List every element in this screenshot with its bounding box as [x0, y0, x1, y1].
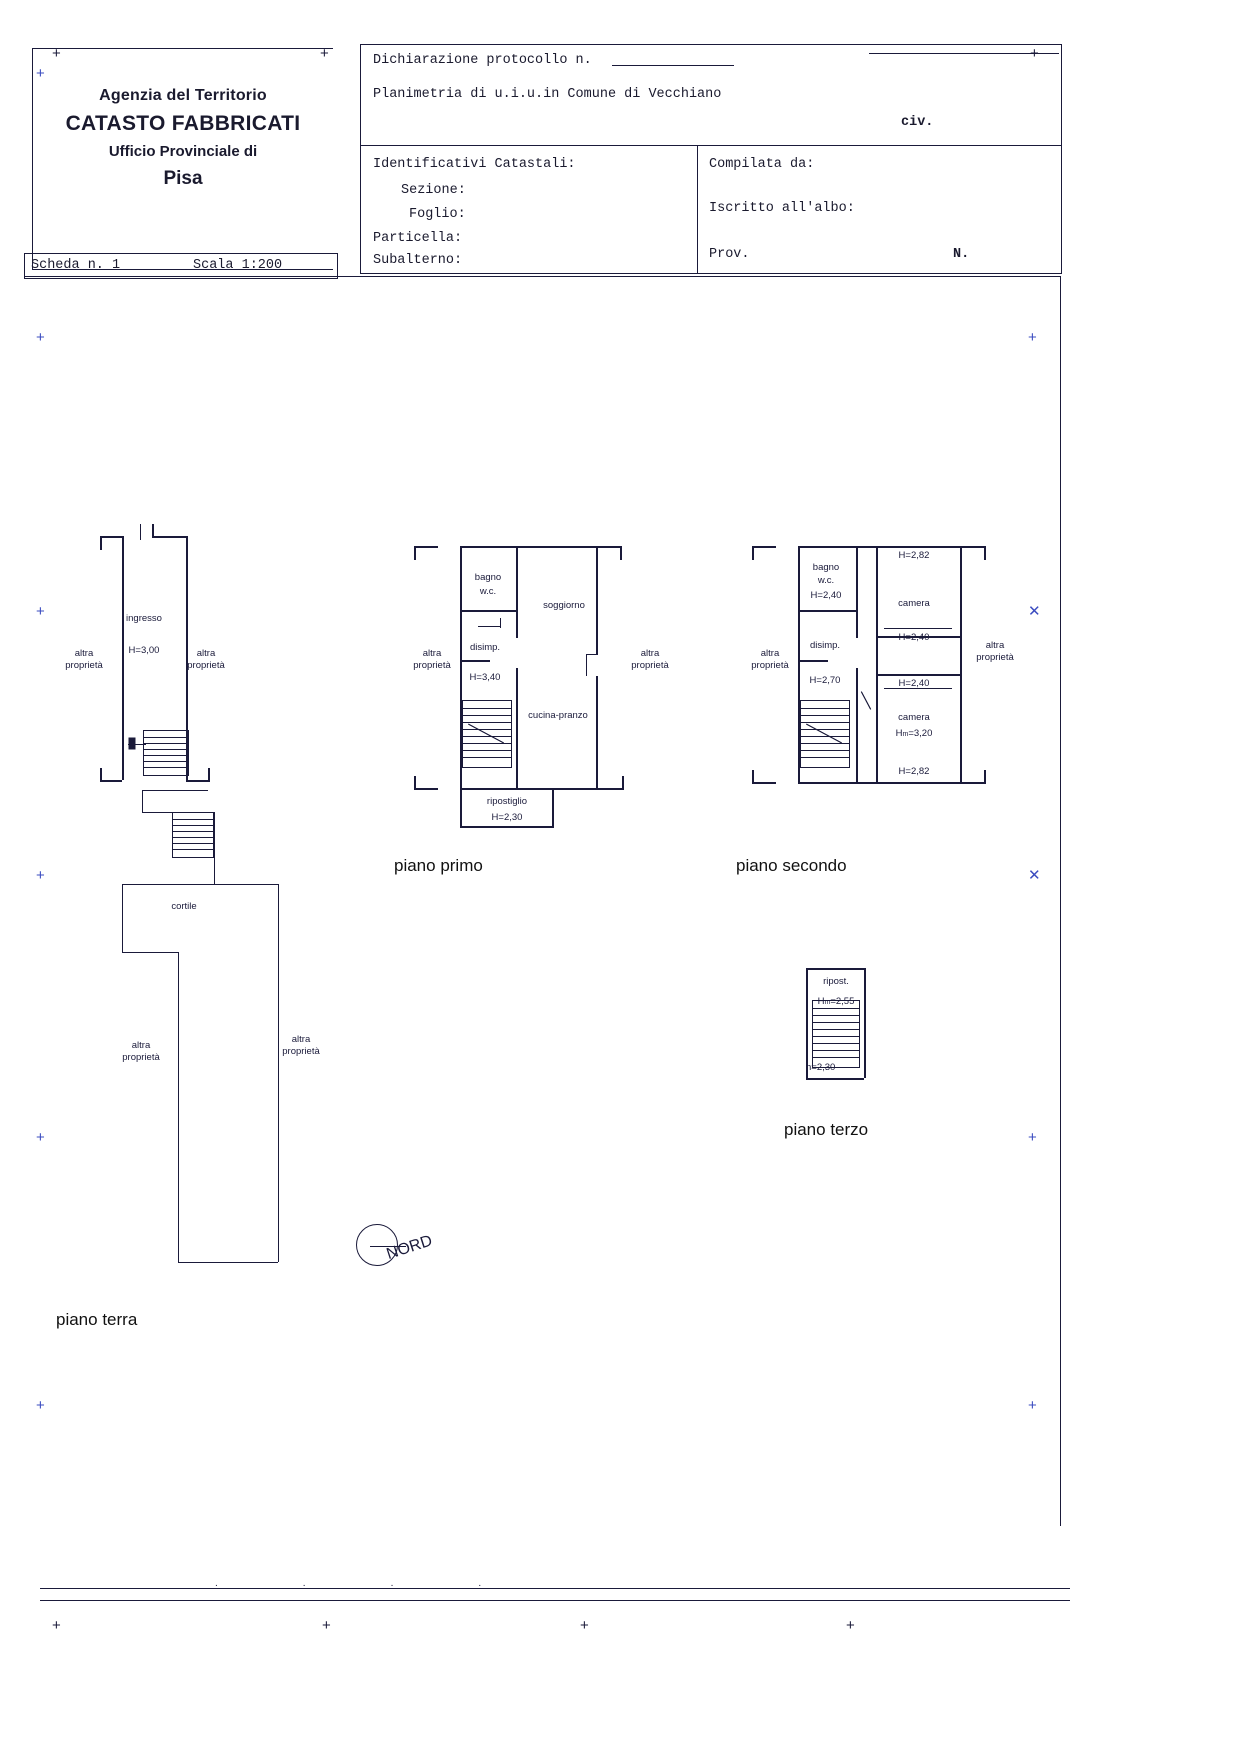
title-piano-terzo: piano terzo [784, 1120, 869, 1139]
title-piano-terra: piano terra [56, 1310, 138, 1329]
label-h282-bottom: H=2,82 [898, 766, 930, 777]
registry-name: CATASTO FABBRICATI [65, 112, 301, 135]
label-h255: Hm=2,55 [817, 996, 855, 1007]
label-wc-primo: w.c. [479, 586, 497, 597]
crop-mark-b1: + [322, 1617, 331, 1634]
label-altra-proprieta-terra-right: altra proprietà [187, 648, 225, 671]
tick-left-6: + [36, 1397, 45, 1414]
label-altra-proprieta-terra-left: altra proprietà [65, 648, 103, 671]
label-cucina-pranzo: cucina-pranzo [528, 710, 588, 721]
crop-mark-t1: + [320, 45, 329, 62]
label-camera-2: camera [898, 712, 930, 723]
protocol-label: Dichiarazione protocollo n. [373, 53, 592, 68]
label-disimp-secondo: disimp. [809, 640, 841, 651]
ident-title: Identificativi Catastali: [373, 157, 576, 172]
label-ripost: ripost. [823, 976, 849, 987]
tick-right-4: ✕ [1028, 867, 1041, 884]
office-header-box [32, 45, 333, 270]
tick-left-5: + [36, 1129, 45, 1146]
label-altra-proprieta-terra-b2: altra proprietà [282, 1034, 320, 1057]
tick-right-5: + [1028, 1129, 1037, 1146]
compilata-label: Compilata da: [709, 157, 815, 172]
declaration-header-box [360, 44, 1062, 274]
tick-left-4: + [36, 867, 45, 884]
iscritto-label: Iscritto all'albo: [709, 201, 855, 216]
label-ripostiglio: ripostiglio [486, 796, 528, 807]
title-piano-primo: piano primo [394, 856, 483, 875]
agency-name: Agenzia del Territorio [99, 87, 267, 104]
crop-mark-tl: + [52, 45, 61, 62]
crop-mark-bl: + [52, 1617, 61, 1634]
prov-label: Prov. [709, 247, 750, 262]
frame-top [24, 276, 1060, 277]
frame-right-2 [1060, 276, 1061, 1526]
sezione-label: Sezione: [401, 183, 466, 198]
label-h240-bagno: H=2,40 [810, 590, 842, 601]
crop-mark-b3: + [846, 1617, 855, 1634]
tick-right-6: + [1028, 1397, 1037, 1414]
compass-label: NORD [384, 1232, 435, 1264]
label-altra-proprieta-terra-b1: altra proprietà [122, 1040, 160, 1063]
sheet-number: Scheda n. 1 [31, 258, 121, 273]
label-h300: H=3,00 [128, 645, 160, 656]
plan-of-label: Planimetria di u.i.u.in Comune di Vecchiano [373, 87, 722, 102]
sheet-scale: Scala 1:200 [193, 258, 283, 273]
n-label: N. [953, 247, 970, 262]
label-h320: Hm=3,20 [895, 728, 933, 739]
label-h240-camera2: H=2,40 [898, 678, 930, 689]
tick-right-3: ✕ [1028, 603, 1041, 620]
label-wc-secondo: w.c. [817, 575, 835, 586]
subalterno-label: Subalterno: [373, 253, 463, 268]
frame-bottom-2 [40, 1600, 1070, 1601]
tick-left-3: + [36, 603, 45, 620]
civ-label: civ. [901, 115, 934, 130]
label-altra-proprieta-secondo-right: altra proprietà [976, 640, 1014, 663]
label-camera-1: camera [898, 598, 930, 609]
label-bagno-primo: bagno [474, 572, 502, 583]
tick-left-2: + [36, 329, 45, 346]
label-h230-primo: H=2,30 [491, 812, 523, 823]
crop-mark-tr: + [1030, 45, 1039, 62]
tick-left-1: + [36, 65, 45, 82]
stairs-terra-upper [143, 730, 189, 776]
tick-right-2: + [1028, 329, 1037, 346]
stairs-terzo [812, 1000, 860, 1068]
label-altra-proprieta-primo-right: altra proprietà [631, 648, 669, 671]
label-h230-terzo: h=2,30 [806, 1062, 836, 1073]
label-h270: H=2,70 [809, 675, 841, 686]
office-label: Ufficio Provinciale di [108, 143, 258, 160]
label-cortile: cortile [171, 901, 197, 912]
title-piano-secondo: piano secondo [736, 856, 847, 875]
label-bagno-secondo: bagno [812, 562, 840, 573]
label-ingresso: ingresso [126, 613, 162, 624]
label-h240-camera1: H=2,40 [898, 632, 930, 643]
label-disimp-primo: disimp. [469, 642, 501, 653]
label-soggiorno: soggiorno [543, 600, 585, 611]
foglio-label: Foglio: [409, 207, 466, 222]
label-h340: H=3,40 [469, 672, 501, 683]
label-altra-proprieta-secondo-left: altra proprietà [751, 648, 789, 671]
stairs-terra-lower [172, 812, 214, 858]
office-city: Pisa [163, 168, 203, 189]
particella-label: Particella: [373, 231, 463, 246]
frame-bottom [40, 1588, 1070, 1589]
label-h282-top: H=2,82 [898, 550, 930, 561]
label-altra-proprieta-primo-left: altra proprietà [413, 648, 451, 671]
bottom-dotted-marks: . . . . [215, 1578, 488, 1589]
crop-mark-b2: + [580, 1617, 589, 1634]
